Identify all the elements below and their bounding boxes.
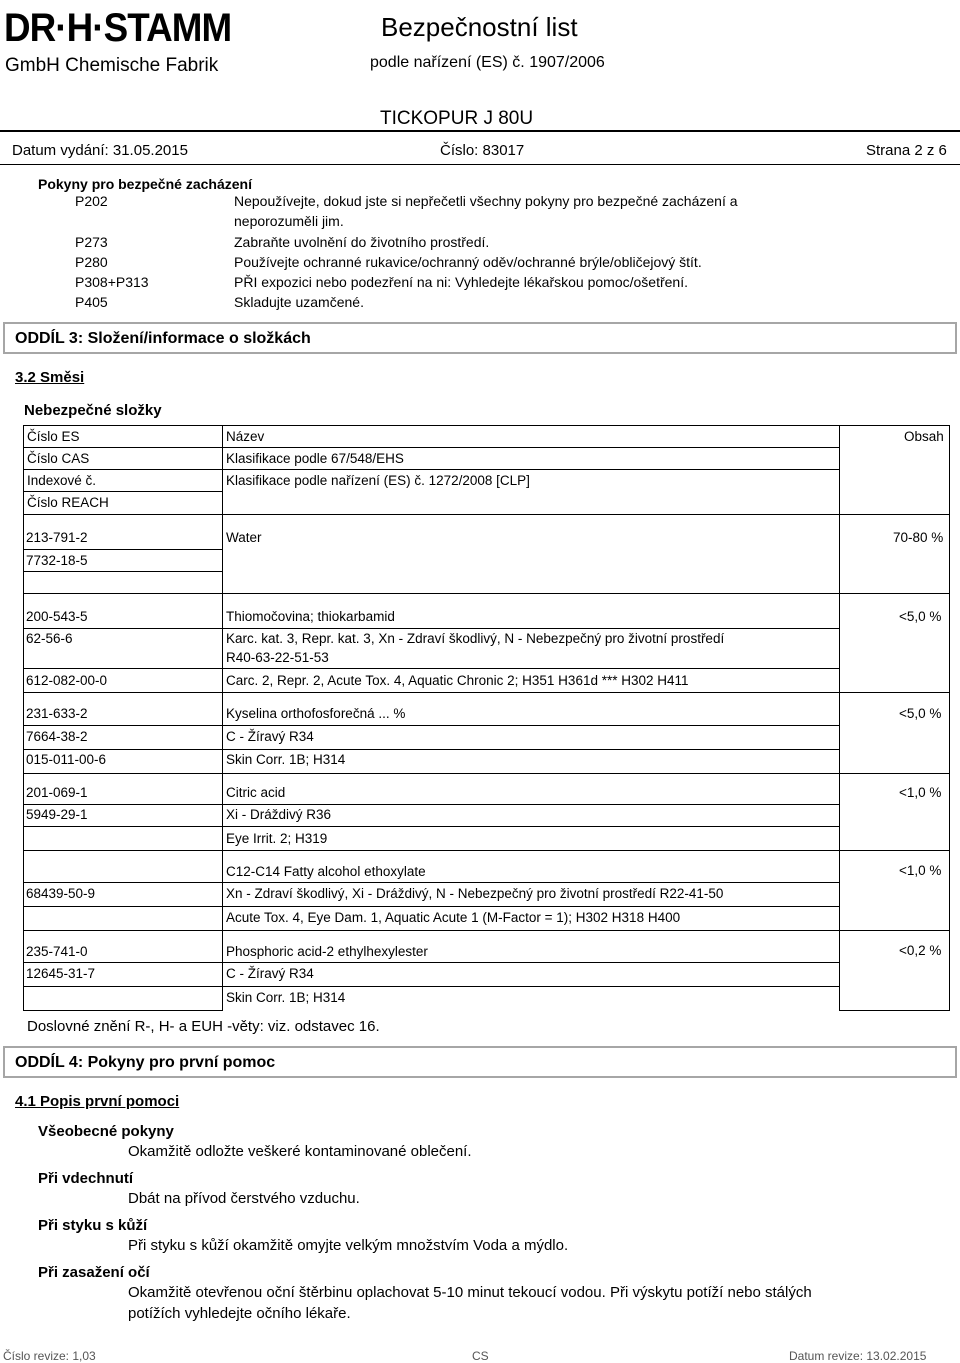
row-name: Kyselina orthofosforečná ... % [226, 706, 406, 721]
row-content: <0,2 % [899, 943, 942, 958]
handling-heading: Pokyny pro bezpečné zacházení [38, 176, 252, 192]
row-clp: Skin Corr. 1B; H314 [226, 752, 346, 767]
row-index: 015-011-00-6 [26, 752, 107, 767]
row-cas: 62-56-6 [26, 631, 73, 646]
first-aid-text: Při styku s kůží okamžitě omyjte velkým množstvím Voda a mýdlo. [128, 1237, 569, 1254]
first-aid-text: Okamžitě otevřenou oční štěrbinu oplachovat 5-10 minut tekoucí vodou. Při výskytu potíží nebo stálých [128, 1284, 812, 1301]
row-content: 70-80 % [893, 530, 944, 545]
col-cas-header: Číslo CAS [27, 451, 90, 466]
row-dsd-2: R40-63-22-51-53 [226, 650, 329, 665]
document-title: Bezpečnostní list [381, 12, 578, 42]
company-logo: DR·H·STAMM [4, 6, 232, 50]
header-divider-2 [0, 164, 960, 165]
row-cas: 12645-31-7 [26, 966, 96, 981]
row-content: <1,0 % [899, 785, 942, 800]
p-code: P202 [75, 193, 108, 209]
p-text: Zabraňte uvolnění do životního prostředí. [234, 234, 490, 250]
first-aid-text: Okamžitě odložte veškeré kontaminované oblečení. [128, 1143, 472, 1160]
first-aid-heading: Všeobecné pokyny [38, 1123, 174, 1140]
body-col-content [839, 514, 950, 1011]
p-text: Používejte ochranné rukavice/ochranný oděv/ochranné brýle/obličejový štít. [234, 254, 702, 270]
p-text: Skladujte uzamčené. [234, 294, 364, 310]
col-content-header: Obsah [904, 429, 944, 444]
row-cas: 7732-18-5 [26, 553, 88, 568]
company-subtitle: GmbH Chemische Fabrik [5, 55, 219, 76]
row-clp: Carc. 2, Repr. 2, Acute Tox. 4, Aquatic Chronic 2; H351 H361d *** H302 H411 [226, 673, 689, 688]
language-code: CS [472, 1349, 489, 1363]
row-cas: 5949-29-1 [26, 807, 88, 822]
section4-subtitle: 4.1 Popis první pomoci [15, 1093, 180, 1110]
row-es: 231-633-2 [26, 706, 88, 721]
row-clp: Acute Tox. 4, Eye Dam. 1, Aquatic Acute 1 (M-Factor = 1); H302 H318 H400 [226, 910, 681, 925]
col-reach-header: Číslo REACH [27, 495, 109, 510]
p-text: neporozuměli jim. [234, 213, 344, 229]
col-name-header: Název [226, 429, 265, 444]
revision-number: Číslo revize: 1,03 [3, 1349, 96, 1363]
row-index: 612-082-00-0 [26, 673, 108, 688]
col-es-header: Číslo ES [27, 429, 80, 444]
row-dsd: C - Žíravý R34 [226, 966, 314, 981]
row-cas: 68439-50-9 [26, 886, 96, 901]
section3-title: ODDÍL 3: Složení/informace o složkách [15, 330, 311, 347]
p-text: Nepoužívejte, dokud jste si nepřečetli všechny pokyny pro bezpečné zacházení a [234, 193, 738, 209]
row-name: Water [226, 530, 262, 545]
row-dsd: Xn - Zdraví škodlivý, Xi - Dráždivý, N - Nebezpečný pro životní prostředí R22-41-50 [226, 886, 724, 901]
row-name: C12-C14 Fatty alcohol ethoxylate [226, 864, 426, 879]
section4-title: ODDÍL 4: Pokyny pro první pomoc [15, 1054, 276, 1071]
row-es: 201-069-1 [26, 785, 88, 800]
row-content: <5,0 % [899, 706, 942, 721]
regulation-subtitle: podle nařízení (ES) č. 1907/2006 [370, 54, 605, 71]
row-dsd: Xi - Dráždivý R36 [226, 807, 332, 822]
row-name: Thiomočovina; thiokarbamid [226, 609, 395, 624]
row-es: 213-791-2 [26, 530, 88, 545]
first-aid-text: Dbát na přívod čerstvého vzduchu. [128, 1190, 360, 1207]
col-dsd-header: Klasifikace podle 67/548/EHS [226, 451, 404, 466]
r-phrases-note: Doslovné znění R-, H- a EUH -věty: viz. odstavec 16. [27, 1018, 380, 1035]
row-content: <1,0 % [899, 863, 942, 878]
row-dsd: C - Žíravý R34 [226, 729, 314, 744]
p-code: P405 [75, 294, 108, 310]
page-number: Strana 2 z 6 [866, 142, 947, 159]
row-content: <5,0 % [899, 609, 942, 624]
revision-date: Datum revize: 13.02.2015 [789, 1349, 927, 1363]
issue-date: Datum vydání: 31.05.2015 [12, 142, 188, 159]
header-divider [0, 130, 960, 132]
p-text: PŘI expozici nebo podezření na ni: Vyhledejte lékařskou pomoc/ošetření. [234, 274, 688, 290]
document-number: Číslo: 83017 [440, 142, 525, 159]
header-cell-name [222, 425, 840, 515]
row-clp: Eye Irrit. 2; H319 [226, 831, 328, 846]
product-name: TICKOPUR J 80U [380, 108, 534, 129]
row-name: Phosphoric acid-2 ethylhexylester [226, 944, 428, 959]
col-clp-header: Klasifikace podle nařízení (ES) č. 1272/2008 [CLP] [226, 473, 530, 488]
p-code: P280 [75, 254, 108, 270]
first-aid-heading: Při styku s kůží [38, 1217, 148, 1234]
p-code: P308+P313 [75, 274, 149, 290]
row-name: Citric acid [226, 785, 286, 800]
row-cas: 7664-38-2 [26, 729, 88, 744]
row-clp: Skin Corr. 1B; H314 [226, 990, 346, 1005]
section3-subtitle: 3.2 Směsi [15, 369, 85, 386]
p-code: P273 [75, 234, 108, 250]
row-es: 200-543-5 [26, 609, 88, 624]
first-aid-heading: Při zasažení očí [38, 1264, 150, 1281]
first-aid-text-2: potížích vyhledejte očního lékaře. [128, 1305, 351, 1322]
first-aid-heading: Při vdechnutí [38, 1170, 134, 1187]
table-title: Nebezpečné složky [24, 402, 162, 419]
col-index-header: Indexové č. [27, 473, 97, 488]
row-dsd: Karc. kat. 3, Repr. kat. 3, Xn - Zdraví škodlivý, N - Nebezpečný pro životní prostředí [226, 631, 725, 646]
row-es: 235-741-0 [26, 944, 88, 959]
